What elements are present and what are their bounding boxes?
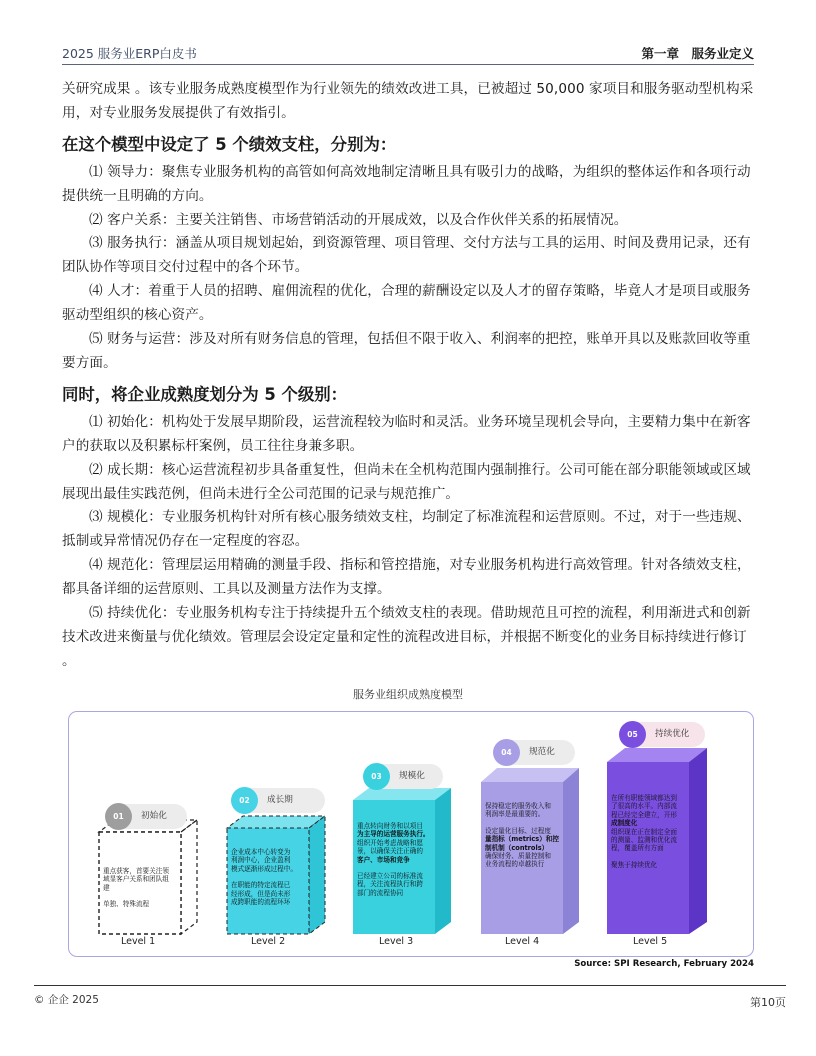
level-label-3: Level 3 bbox=[379, 936, 414, 947]
stage-description-3: 重点转向财务和以项目 为主导的运营服务执行。 组织开始考虑战略和愿 景，以确保关注正确的 客户、市场和竞争 已经建立公司的标准流 程，关注流程执行和跨 部门的流程协同 bbox=[357, 822, 430, 897]
intro-paragraph: 关研究成果 。该专业服务成熟度模型作为行业领先的绩效改进工具，已被超过 50,000 家项目和服务驱动型机构采用，对专业服务发展提供了有效指引。 bbox=[62, 81, 754, 121]
stage-tag-2 bbox=[233, 788, 325, 813]
page-number: 第10页 bbox=[750, 996, 786, 1009]
footer-divider bbox=[34, 985, 786, 986]
stage-name: 成长期 bbox=[267, 795, 293, 805]
level-item: ⑵ 成长期：核心运营流程初步具备重复性，但尚未在全机构范围内强制推行。公司可能在部分职能领域或区域展现出最佳实践范例，但尚未进行全公司范围的记录与规范推广。 bbox=[62, 461, 751, 502]
body-content bbox=[62, 78, 754, 674]
figure-source: Source: SPI Research, February 2024 bbox=[574, 959, 754, 969]
stage-number-badge: 04 bbox=[493, 739, 520, 766]
level-item: ⑷ 规范化：管理层运用精确的测量手段、指标和管控措施，对专业服务机构进行高效管理。针对各绩效支柱，都具备详细的运营原则、工具以及测量方法作为支撑。 bbox=[62, 557, 751, 598]
stage-tag-3 bbox=[365, 764, 443, 789]
stage-name: 规模化 bbox=[399, 771, 425, 781]
header-title: 2025 服务业ERP白皮书 bbox=[62, 46, 197, 61]
pillar-item: ⑵ 客户关系：主要关注销售、市场营销活动的开展成效，以及合作伙伴关系的拓展情况。 bbox=[89, 211, 628, 228]
stage-name: 持续优化 bbox=[655, 729, 690, 739]
pillar-item: ⑷ 人才：着重于人员的招聘、雇佣流程的优化，合理的薪酬设定以及人才的留存策略，毕竟人才是项目或服务驱动型组织的核心资产。 bbox=[62, 283, 751, 324]
stage-name: 规范化 bbox=[529, 747, 555, 757]
stage-number-badge: 03 bbox=[363, 763, 390, 790]
stage-description-1: 重点获客，首要关注领 域显客户关系和团队组 建 单独、特殊流程 bbox=[103, 867, 169, 909]
footer-copyright: © 企企 2025 bbox=[34, 994, 99, 1006]
stage-description-2: 企业成本中心转变为 利润中心，企业盈利 模式逐渐形成过程中。 在职能的特定流程已 经形成，但是尚未形 成跨职能的流程环环 bbox=[231, 848, 297, 907]
level-item: ⑸ 持续优化：专业服务机构专注于持续提升五个绩效支柱的表现。借助规范且可控的流程，利用渐进式和创新技术改进来衡量与优化绩效。管理层会设定定量和定性的流程改进目标，并根据不断变化的业务目标持续进行修订 。 bbox=[62, 605, 751, 669]
stage-description-5: 在所有职能领域都达到 了很高的水平。内部流 程已经完全建立，开形 成制度化 组织现在正在制定全面 的测量、监测和优化流 程，覆盖所有方面 聚焦于持续优化 bbox=[611, 794, 677, 869]
stage-tag-1 bbox=[107, 804, 187, 829]
stage-tag-5 bbox=[621, 722, 705, 747]
stage-number-badge: 05 bbox=[619, 721, 646, 748]
level-label-1: Level 1 bbox=[121, 936, 156, 947]
level-label-2: Level 2 bbox=[251, 936, 286, 947]
chapter-title: 第一章 服务业定义 bbox=[641, 46, 754, 61]
pillars-heading: 在这个模型中设定了 5 个绩效支柱，分别为： bbox=[62, 134, 397, 154]
figure-title: 服务业组织成熟度模型 bbox=[353, 688, 463, 701]
stage-number-badge: 01 bbox=[105, 803, 132, 830]
level-item: ⑴ 初始化：机构处于发展早期阶段，运营流程较为临时和灵活。业务环境呈现机会导向，主要精力集中在新客户的获取以及积累标杆案例，员工往往身兼多职。 bbox=[62, 413, 751, 454]
maturity-model-figure bbox=[68, 711, 754, 957]
header-divider bbox=[62, 64, 754, 65]
pillar-item: ⑶ 服务执行：涵盖从项目规划起始，到资源管理、项目管理、交付方法与工具的运用、时间及费用记录，还有团队协作等项目交付过程中的各个环节。 bbox=[62, 235, 751, 276]
stage-number-badge: 02 bbox=[231, 787, 258, 814]
stage-description-4: 保持稳定的服务收入和 利润率是最重要的。 设定量化目标、过程度 量指标（metrics）和控 制机制（controls） 确保财务、质量控制和 业务流程的卓越执行 bbox=[485, 802, 559, 869]
stage-tag-4 bbox=[495, 740, 575, 765]
pillar-item: ⑸ 财务与运营：涉及对所有财务信息的管理，包括但不限于收入、利润率的把控，账单开具以及账款回收等重要方面。 bbox=[62, 331, 751, 371]
pillar-item: ⑴ 领导力：聚焦专业服务机构的高管如何高效地制定清晰且具有吸引力的战略，为组织的整体运作和各项行动提供统一且明确的方向。 bbox=[62, 163, 751, 204]
level-label-5: Level 5 bbox=[633, 936, 668, 947]
level-label-4: Level 4 bbox=[505, 936, 540, 947]
levels-heading: 同时，将企业成熟度划分为 5 个级别： bbox=[62, 384, 348, 404]
stage-name: 初始化 bbox=[141, 811, 167, 821]
level-item: ⑶ 规模化：专业服务机构针对所有核心服务绩效支柱，均制定了标准流程和运营原则。不过，对于一些违规、抵制或异常情况仍存在一定程度的容忍。 bbox=[62, 509, 751, 550]
